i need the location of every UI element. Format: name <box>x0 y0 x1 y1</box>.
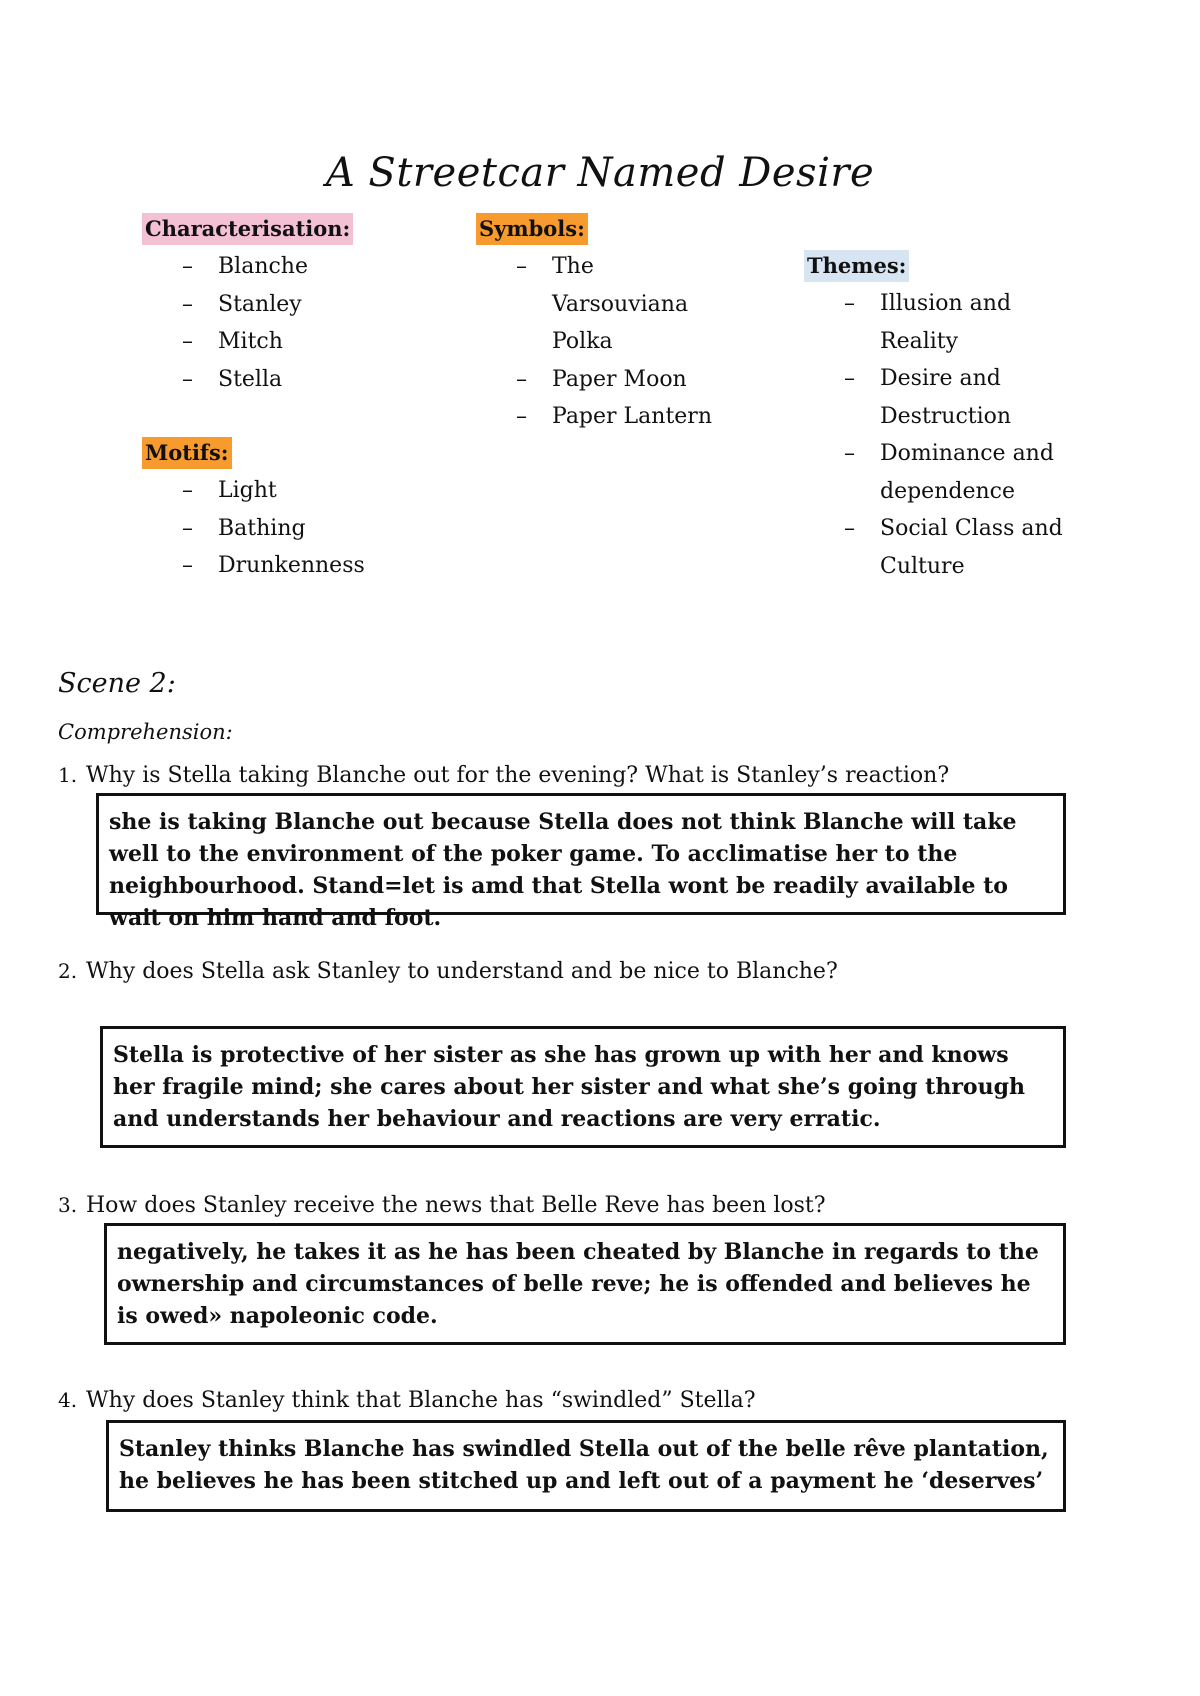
list-item: – Stanley <box>182 286 382 324</box>
question-number: 4. <box>58 1388 78 1412</box>
answer-box-2[interactable]: Stella is protective of her sister as she has grown up with her and knows her fragile mind; she cares about her sister and what she’s going through and understands her behaviour and reactions are very erratic. <box>100 1026 1066 1148</box>
question-number: 2. <box>58 959 78 983</box>
list-item: – Bathing <box>182 510 412 548</box>
answer-box-1[interactable]: she is taking Blanche out because Stella does not think Blanche will take well to the environment of the poker game. To acclimatise her to the neighbourhood. Stand=let is amd that Stella wont be readily available to wait on him hand and foot. <box>96 793 1066 915</box>
question-number: 3. <box>58 1193 78 1217</box>
list-item: – Mitch <box>182 323 382 361</box>
answer-box-3[interactable]: negatively, he takes it as he has been cheated by Blanche in regards to the ownership and circumstances of belle reve; he is offended and believes he is owed» napoleonic code. <box>104 1223 1066 1345</box>
characterisation-heading: Characterisation: <box>142 213 353 245</box>
comprehension-label: Comprehension: <box>58 720 233 744</box>
question-text: Why does Stanley think that Blanche has “swindled” Stella? <box>86 1388 756 1413</box>
document-title: A Streetcar Named Desire <box>325 150 875 196</box>
list-item: – Desire and Destruction <box>844 360 1064 435</box>
list-item: – Social Class and Culture <box>844 510 1064 585</box>
list-item: – Illusion and Reality <box>844 285 1064 360</box>
answer-box-4[interactable]: Stanley thinks Blanche has swindled Stella out of the belle rêve plantation, he believes he has been stitched up and left out of a payment he ‘deserves’ <box>106 1420 1066 1512</box>
question-3 <box>58 1190 826 1221</box>
motifs-heading: Motifs: <box>142 437 232 469</box>
question-text: Why does Stella ask Stanley to understand and be nice to Blanche? <box>86 959 838 984</box>
characterisation-list <box>182 248 382 398</box>
themes-heading: Themes: <box>804 250 909 282</box>
question-text: How does Stanley receive the news that Belle Reve has been lost? <box>86 1193 826 1218</box>
themes-list <box>844 285 1064 585</box>
list-item: – The Varsouviana Polka <box>516 248 716 361</box>
scene-title: Scene 2: <box>58 668 176 699</box>
question-number: 1. <box>58 763 78 787</box>
question-2 <box>58 956 838 987</box>
list-item: – Drunkenness <box>182 547 412 585</box>
motifs-list <box>182 472 412 585</box>
list-item: – Light <box>182 472 412 510</box>
question-text: Why is Stella taking Blanche out for the evening? What is Stanley’s reaction? <box>86 763 950 788</box>
list-item: – Paper Moon <box>516 361 716 399</box>
symbols-heading: Symbols: <box>476 213 588 245</box>
question-1 <box>58 760 949 791</box>
symbols-list <box>516 248 716 436</box>
list-item: – Paper Lantern <box>516 398 716 436</box>
list-item: – Stella <box>182 361 382 399</box>
question-4 <box>58 1385 756 1416</box>
list-item: – Blanche <box>182 248 382 286</box>
list-item: – Dominance and dependence <box>844 435 1064 510</box>
